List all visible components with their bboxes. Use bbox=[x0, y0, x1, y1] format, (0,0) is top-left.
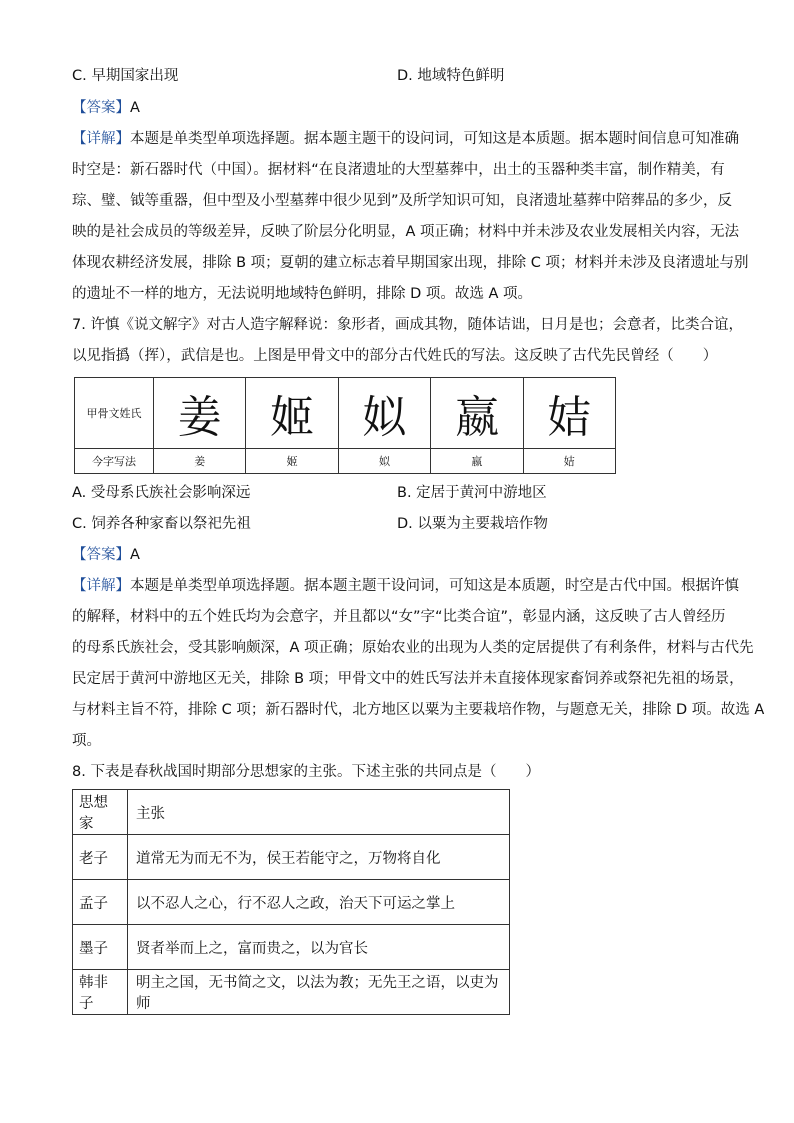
thinkers-table bbox=[72, 789, 510, 1015]
thinker-claim: 明主之国，无书简之文，以法为教；无先王之语，以吏为师 bbox=[128, 970, 510, 1015]
table-row bbox=[73, 925, 510, 970]
oracle-glyph-jiang: 姜 bbox=[154, 378, 246, 449]
thinker-claim: 以不忍人之心，行不忍人之政，治天下可运之掌上 bbox=[128, 880, 510, 925]
q6-detail-line-5: 体现农耕经济发展，排除 B 项；夏朝的建立标志着早期国家出现，排除 C 项；材料并未涉及良渚遗址与别 bbox=[72, 255, 749, 271]
header-thinker: 思想家 bbox=[73, 790, 128, 835]
detail-tag: 【详解】 bbox=[72, 131, 130, 147]
oracle-glyph-ji: 姬 bbox=[246, 378, 338, 449]
q6-answer bbox=[72, 98, 140, 118]
table-header-row bbox=[73, 790, 510, 835]
q6-detail-line-3: 琮、璧、钺等重器，但中型及小型墓葬中很少见到”及所学知识可知，良渚遗址墓葬中陪葬品的多少，反 bbox=[72, 193, 733, 209]
q6-option-c: C. 早期国家出现 bbox=[72, 68, 179, 84]
table-row bbox=[73, 880, 510, 925]
q7-detail-line-2: 的解释，材料中的五个姓氏均为会意字，并且都以“女”字“比类合谊”，彰显内涵，这反映了古人曾经历 bbox=[72, 609, 726, 625]
answer-value: A bbox=[130, 547, 140, 563]
q6-detail-line-4: 映的是社会成员的等级差异，反映了阶层分化明显，A 项正确；材料中并未涉及农业发展相关内容，无法 bbox=[72, 224, 740, 240]
q7-option-c: C. 饲养各种家畜以祭祀先祖 bbox=[72, 516, 251, 532]
answer-value: A bbox=[130, 100, 140, 116]
q7-option-b: B. 定居于黄河中游地区 bbox=[397, 485, 547, 501]
oracle-bone-table bbox=[74, 377, 616, 474]
row-label-oracle: 甲骨文姓氏 bbox=[75, 378, 154, 449]
thinker-claim: 贤者举而上之，富而贵之，以为官长 bbox=[128, 925, 510, 970]
modern-char: 姬 bbox=[246, 449, 338, 474]
oracle-glyph-si: 姒 bbox=[338, 378, 430, 449]
header-claim: 主张 bbox=[128, 790, 510, 835]
detail-tag: 【详解】 bbox=[72, 578, 130, 594]
oracle-glyph-ying: 嬴 bbox=[431, 378, 523, 449]
q7-detail-line-4: 民定居于黄河中游地区无关，排除 B 项；甲骨文中的姓氏写法并未直接体现家畜饲养或祭祀先祖的场景， bbox=[72, 671, 744, 687]
modern-char: 姜 bbox=[154, 449, 246, 474]
modern-char: 姞 bbox=[523, 449, 615, 474]
q7-detail-line-5: 与材料主旨不符，排除 C 项；新石器时代，北方地区以粟为主要栽培作物，与题意无关，排除 D 项。故选 A bbox=[72, 702, 765, 718]
q6-detail-line-1 bbox=[72, 129, 739, 149]
q6-option-d: D. 地域特色鲜明 bbox=[397, 68, 505, 84]
row-label-modern: 今字写法 bbox=[75, 449, 154, 474]
q7-option-a: A. 受母系氏族社会影响深远 bbox=[72, 485, 251, 501]
q7-detail-line-3: 的母系氏族社会，受其影响颇深，A 项正确；原始农业的出现为人类的定居提供了有利条件，材料与古代先 bbox=[72, 640, 754, 656]
q6-detail-line-2: 时空是：新石器时代（中国）。据材料“在良渚遗址的大型墓葬中，出土的玉器种类丰富，制作精美，有 bbox=[72, 162, 725, 178]
thinker-claim: 道常无为而无不为，侯王若能守之，万物将自化 bbox=[128, 835, 510, 880]
table-row bbox=[73, 970, 510, 1015]
answer-tag: 【答案】 bbox=[72, 100, 130, 116]
thinker-name: 墨子 bbox=[73, 925, 128, 970]
q7-detail-line-1 bbox=[72, 576, 739, 596]
thinker-name: 韩非子 bbox=[73, 970, 128, 1015]
answer-tag: 【答案】 bbox=[72, 547, 130, 563]
q7-option-d: D. 以粟为主要栽培作物 bbox=[397, 516, 548, 532]
q7-answer bbox=[72, 545, 140, 565]
thinker-name: 老子 bbox=[73, 835, 128, 880]
table-row bbox=[73, 835, 510, 880]
modern-char: 嬴 bbox=[431, 449, 523, 474]
q6-detail-line-6: 的遗址不一样的地方，无法说明地域特色鲜明，排除 D 项。故选 A 项。 bbox=[72, 286, 533, 302]
oracle-glyph-ji2: 姞 bbox=[523, 378, 615, 449]
q7-detail-line-6: 项。 bbox=[72, 733, 101, 749]
modern-char: 姒 bbox=[338, 449, 430, 474]
q7-stem-line-2: 以见指撝（挥），武信是也。上图是甲骨文中的部分古代姓氏的写法。这反映了古代先民曾经（ ） bbox=[72, 348, 718, 364]
detail-text: 本题是单类型单项选择题。据本题主题干的设问词，可知这是本质题。据本题时间信息可知准确 bbox=[130, 131, 739, 147]
q7-stem-line-1: 7. 许慎《说文解字》对古人造字解释说：象形者，画成其物，随体诘诎，日月是也；会意者，比类合谊， bbox=[72, 317, 743, 333]
q8-stem: 8. 下表是春秋战国时期部分思想家的主张。下述主张的共同点是（ ） bbox=[72, 764, 540, 780]
thinker-name: 孟子 bbox=[73, 880, 128, 925]
detail-text: 本题是单类型单项选择题。据本题主题干设问词，可知这是本质题，时空是古代中国。根据许慎 bbox=[130, 578, 739, 594]
